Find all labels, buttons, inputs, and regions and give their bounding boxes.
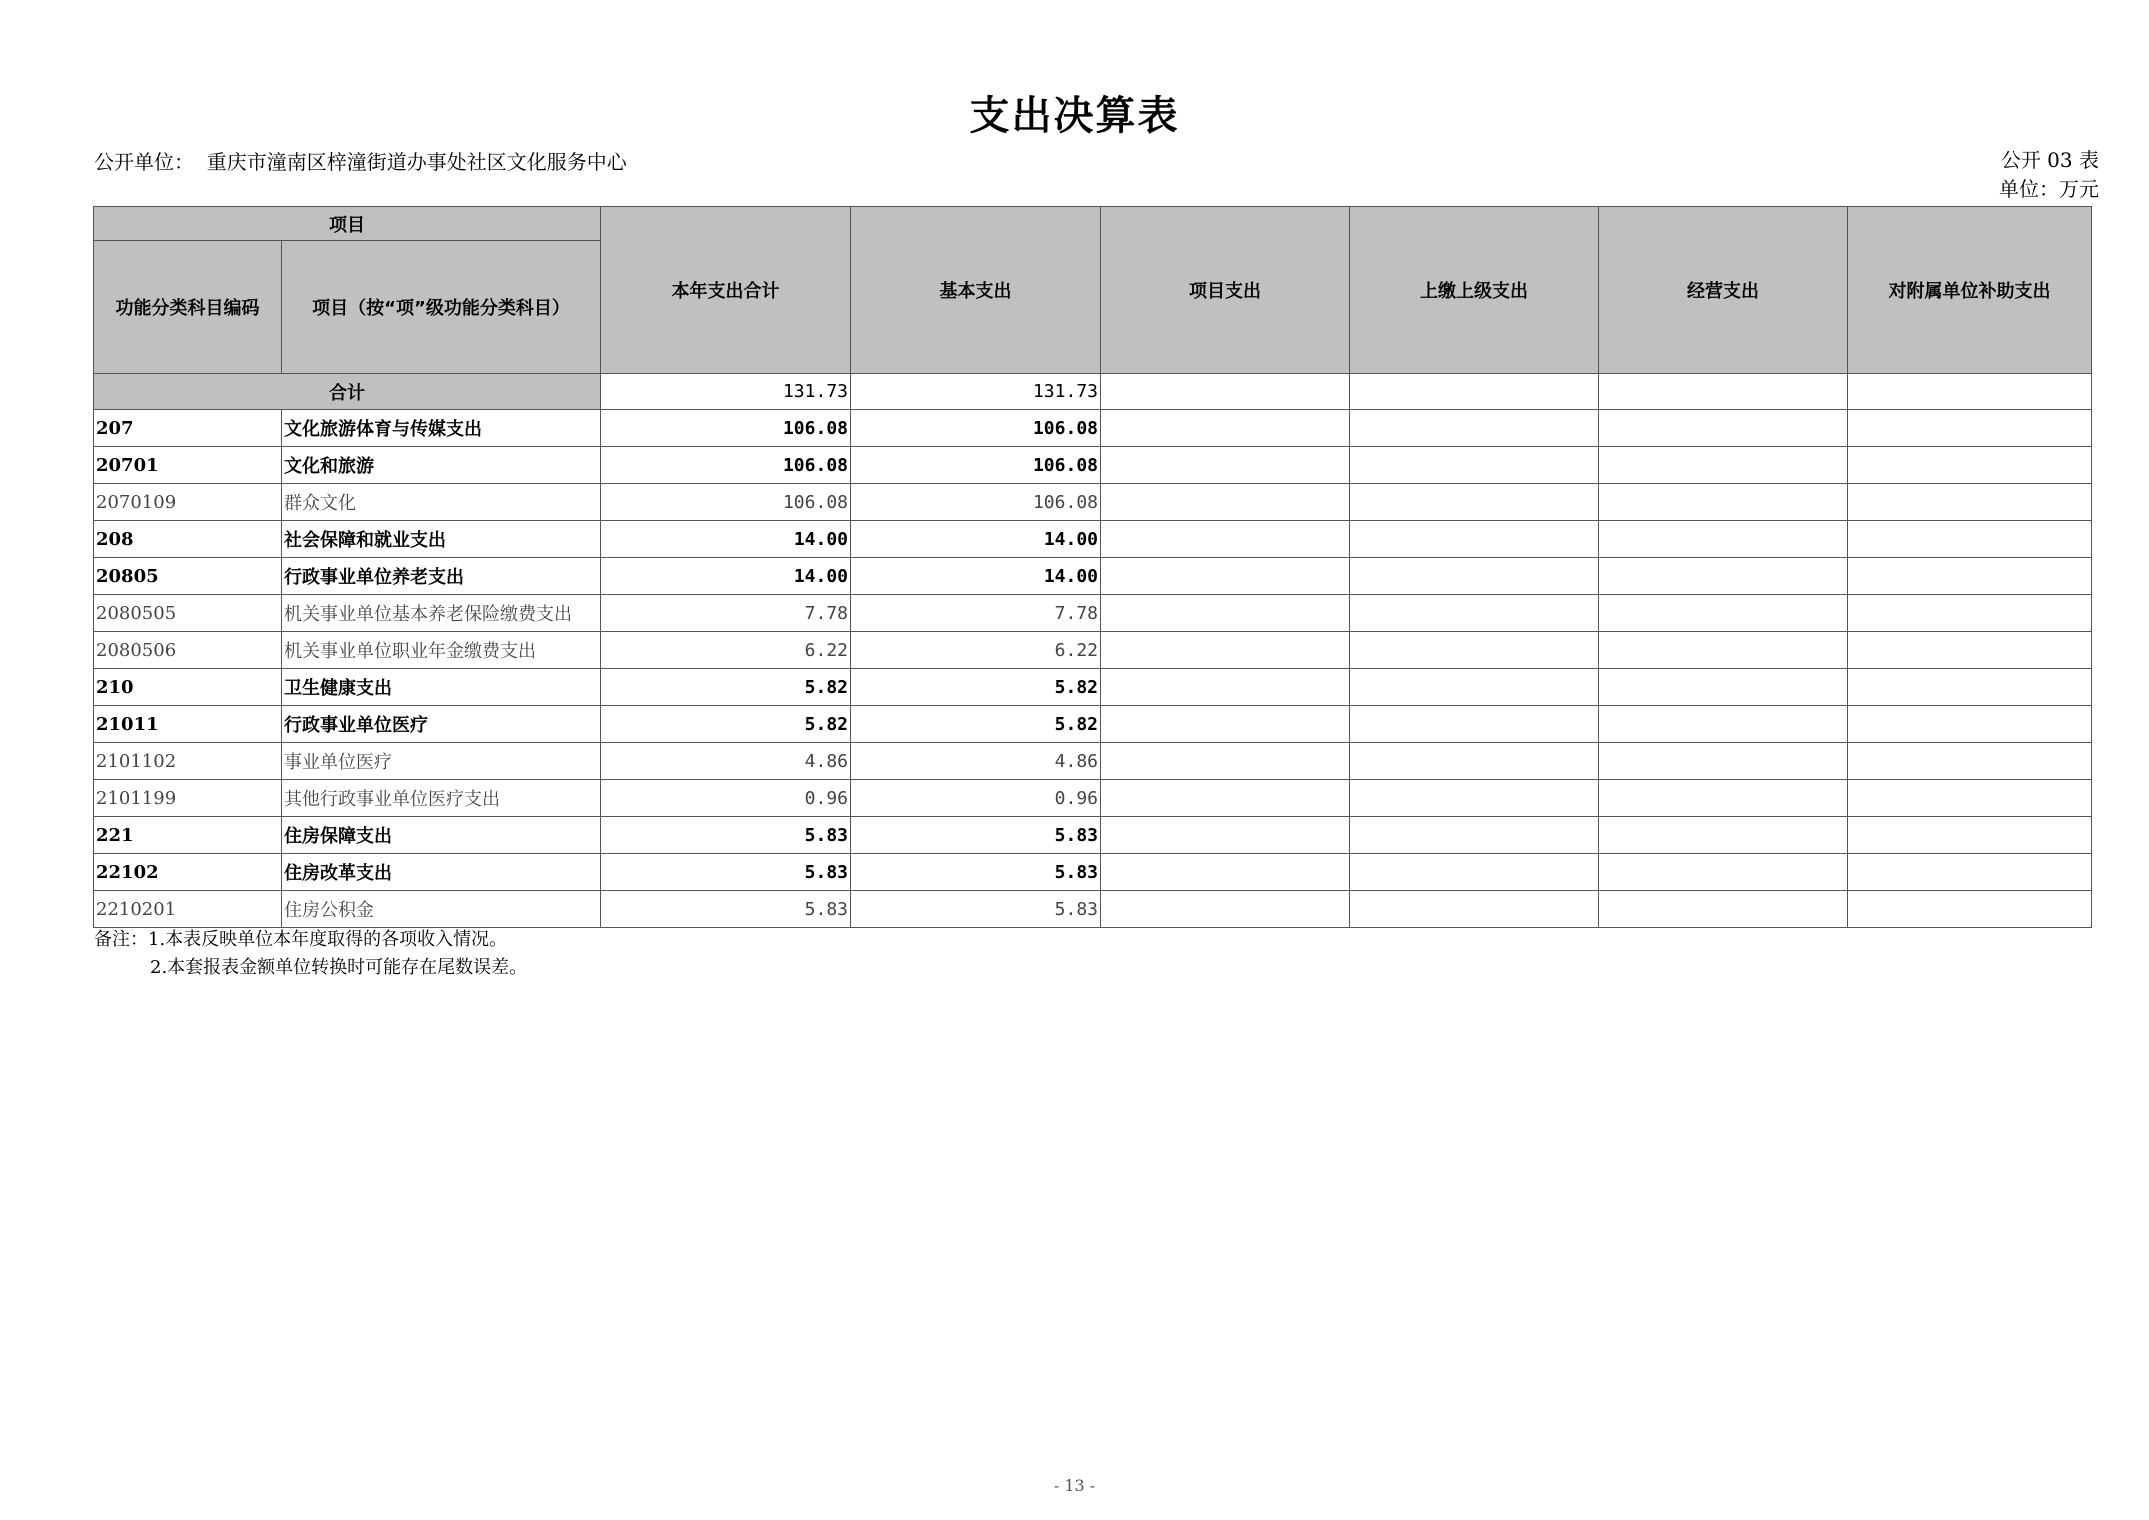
header-project-expenditure: 项目支出 (1101, 207, 1350, 374)
row-item-name: 其他行政事业单位医疗支出 (282, 780, 601, 817)
row-project-expenditure (1101, 521, 1350, 558)
header-remit-expenditure: 上缴上级支出 (1350, 207, 1599, 374)
row-code: 207 (94, 410, 282, 447)
row-total-expenditure: 5.82 (601, 706, 851, 743)
row-basic-expenditure: 5.83 (851, 854, 1101, 891)
row-total-expenditure: 5.83 (601, 854, 851, 891)
row-remit-expenditure (1350, 706, 1599, 743)
row-basic-expenditure: 14.00 (851, 521, 1101, 558)
row-subsidy-expenditure (1848, 817, 2092, 854)
row-total-expenditure: 4.86 (601, 743, 851, 780)
row-item-name: 文化和旅游 (282, 447, 601, 484)
form-number: 公开 03 表 (2000, 148, 2099, 172)
row-total-expenditure: 5.83 (601, 891, 851, 928)
row-remit-expenditure (1350, 558, 1599, 595)
row-project-expenditure (1101, 706, 1350, 743)
row-item-name: 群众文化 (282, 484, 601, 521)
total-remit-value (1350, 374, 1599, 410)
row-total-expenditure: 5.83 (601, 817, 851, 854)
row-item-name: 住房保障支出 (282, 817, 601, 854)
row-total-expenditure: 106.08 (601, 447, 851, 484)
table-row (94, 854, 2092, 891)
row-code: 2210201 (94, 891, 282, 928)
row-subsidy-expenditure (1848, 521, 2092, 558)
row-remit-expenditure (1350, 743, 1599, 780)
table-row (94, 706, 2092, 743)
row-item-name: 住房改革支出 (282, 854, 601, 891)
table-row (94, 891, 2092, 928)
header-business-expenditure: 经营支出 (1599, 207, 1848, 374)
row-code: 20805 (94, 558, 282, 595)
total-business-value (1599, 374, 1848, 410)
row-subsidy-expenditure (1848, 706, 2092, 743)
table-row (94, 632, 2092, 669)
note-line-1: 备注：1.本表反映单位本年度取得的各项收入情况。 (94, 929, 508, 950)
row-business-expenditure (1599, 780, 1848, 817)
table-row (94, 558, 2092, 595)
row-business-expenditure (1599, 891, 1848, 928)
row-subsidy-expenditure (1848, 410, 2092, 447)
row-item-name: 机关事业单位基本养老保险缴费支出 (282, 595, 601, 632)
table-row (94, 484, 2092, 521)
row-total-expenditure: 7.78 (601, 595, 851, 632)
row-subsidy-expenditure (1848, 595, 2092, 632)
row-basic-expenditure: 106.08 (851, 410, 1101, 447)
row-item-name: 机关事业单位职业年金缴费支出 (282, 632, 601, 669)
row-project-expenditure (1101, 447, 1350, 484)
row-project-expenditure (1101, 780, 1350, 817)
row-total-expenditure: 6.22 (601, 632, 851, 669)
header-function-code: 功能分类科目编码 (94, 241, 282, 374)
row-code: 21011 (94, 706, 282, 743)
row-remit-expenditure (1350, 521, 1599, 558)
row-remit-expenditure (1350, 410, 1599, 447)
row-remit-expenditure (1350, 817, 1599, 854)
expenditure-table (93, 206, 2092, 928)
total-label: 合计 (94, 374, 601, 410)
row-remit-expenditure (1350, 669, 1599, 706)
row-total-expenditure: 106.08 (601, 484, 851, 521)
row-code: 2101199 (94, 780, 282, 817)
row-total-expenditure: 106.08 (601, 410, 851, 447)
row-remit-expenditure (1350, 891, 1599, 928)
row-remit-expenditure (1350, 595, 1599, 632)
page-title: 支出决算表 (969, 93, 1180, 139)
row-item-name: 行政事业单位医疗 (282, 706, 601, 743)
header-item-group: 项目 (94, 207, 601, 241)
header-total-expenditure: 本年支出合计 (601, 207, 851, 374)
publishing-unit-label: 公开单位： (94, 150, 194, 174)
row-code: 2080505 (94, 595, 282, 632)
row-subsidy-expenditure (1848, 558, 2092, 595)
row-remit-expenditure (1350, 447, 1599, 484)
row-item-name: 住房公积金 (282, 891, 601, 928)
row-subsidy-expenditure (1848, 447, 2092, 484)
row-item-name: 行政事业单位养老支出 (282, 558, 601, 595)
row-business-expenditure (1599, 484, 1848, 521)
row-code: 210 (94, 669, 282, 706)
row-project-expenditure (1101, 817, 1350, 854)
row-project-expenditure (1101, 410, 1350, 447)
row-code: 2101102 (94, 743, 282, 780)
row-business-expenditure (1599, 558, 1848, 595)
row-business-expenditure (1599, 595, 1848, 632)
row-total-expenditure: 14.00 (601, 558, 851, 595)
row-business-expenditure (1599, 410, 1848, 447)
row-remit-expenditure (1350, 854, 1599, 891)
table-row (94, 521, 2092, 558)
row-business-expenditure (1599, 706, 1848, 743)
row-subsidy-expenditure (1848, 780, 2092, 817)
row-project-expenditure (1101, 743, 1350, 780)
row-remit-expenditure (1350, 632, 1599, 669)
row-project-expenditure (1101, 891, 1350, 928)
table-row (94, 817, 2092, 854)
row-project-expenditure (1101, 558, 1350, 595)
row-subsidy-expenditure (1848, 743, 2092, 780)
row-total-expenditure: 0.96 (601, 780, 851, 817)
note-line-2: 2.本套报表金额单位转换时可能存在尾数误差。 (150, 957, 528, 978)
row-code: 20701 (94, 447, 282, 484)
row-basic-expenditure: 6.22 (851, 632, 1101, 669)
row-remit-expenditure (1350, 780, 1599, 817)
table-row (94, 447, 2092, 484)
total-subsidy-value (1848, 374, 2092, 410)
row-basic-expenditure: 106.08 (851, 484, 1101, 521)
row-code: 22102 (94, 854, 282, 891)
row-basic-expenditure: 4.86 (851, 743, 1101, 780)
row-business-expenditure (1599, 632, 1848, 669)
table-row (94, 410, 2092, 447)
table-row (94, 669, 2092, 706)
row-item-name: 卫生健康支出 (282, 669, 601, 706)
row-basic-expenditure: 7.78 (851, 595, 1101, 632)
row-basic-expenditure: 5.82 (851, 706, 1101, 743)
row-business-expenditure (1599, 447, 1848, 484)
row-item-name: 社会保障和就业支出 (282, 521, 601, 558)
table-row (94, 595, 2092, 632)
header-subsidy-expenditure: 对附属单位补助支出 (1848, 207, 2092, 374)
row-basic-expenditure: 0.96 (851, 780, 1101, 817)
row-project-expenditure (1101, 484, 1350, 521)
publishing-unit (94, 148, 634, 176)
row-project-expenditure (1101, 595, 1350, 632)
notes (94, 926, 527, 982)
row-business-expenditure (1599, 854, 1848, 891)
publishing-unit-name: 重庆市潼南区梓潼街道办事处社区文化服务中心 (206, 150, 627, 174)
row-code: 2080506 (94, 632, 282, 669)
row-business-expenditure (1599, 521, 1848, 558)
total-expenditure-value: 131.73 (601, 374, 851, 410)
table-row (94, 780, 2092, 817)
row-total-expenditure: 14.00 (601, 521, 851, 558)
row-project-expenditure (1101, 854, 1350, 891)
total-project-value (1101, 374, 1350, 410)
row-code: 208 (94, 521, 282, 558)
total-basic-value: 131.73 (851, 374, 1101, 410)
row-subsidy-expenditure (1848, 484, 2092, 521)
total-row (94, 374, 2092, 410)
row-subsidy-expenditure (1848, 891, 2092, 928)
row-total-expenditure: 5.82 (601, 669, 851, 706)
row-subsidy-expenditure (1848, 632, 2092, 669)
header-function-item: 项目（按“项”级功能分类科目） (282, 241, 601, 374)
row-business-expenditure (1599, 743, 1848, 780)
row-basic-expenditure: 5.83 (851, 891, 1101, 928)
row-project-expenditure (1101, 632, 1350, 669)
row-basic-expenditure: 14.00 (851, 558, 1101, 595)
row-code: 221 (94, 817, 282, 854)
row-basic-expenditure: 5.83 (851, 817, 1101, 854)
row-remit-expenditure (1350, 484, 1599, 521)
row-code: 2070109 (94, 484, 282, 521)
page-number: - 13 - (1053, 1476, 1096, 1495)
row-business-expenditure (1599, 669, 1848, 706)
table-row (94, 743, 2092, 780)
row-subsidy-expenditure (1848, 854, 2092, 891)
row-business-expenditure (1599, 817, 1848, 854)
row-basic-expenditure: 106.08 (851, 447, 1101, 484)
row-basic-expenditure: 5.82 (851, 669, 1101, 706)
row-subsidy-expenditure (1848, 669, 2092, 706)
row-item-name: 事业单位医疗 (282, 743, 601, 780)
header-basic-expenditure: 基本支出 (851, 207, 1101, 374)
row-item-name: 文化旅游体育与传媒支出 (282, 410, 601, 447)
currency-unit: 单位：万元 (1999, 177, 2099, 201)
row-project-expenditure (1101, 669, 1350, 706)
